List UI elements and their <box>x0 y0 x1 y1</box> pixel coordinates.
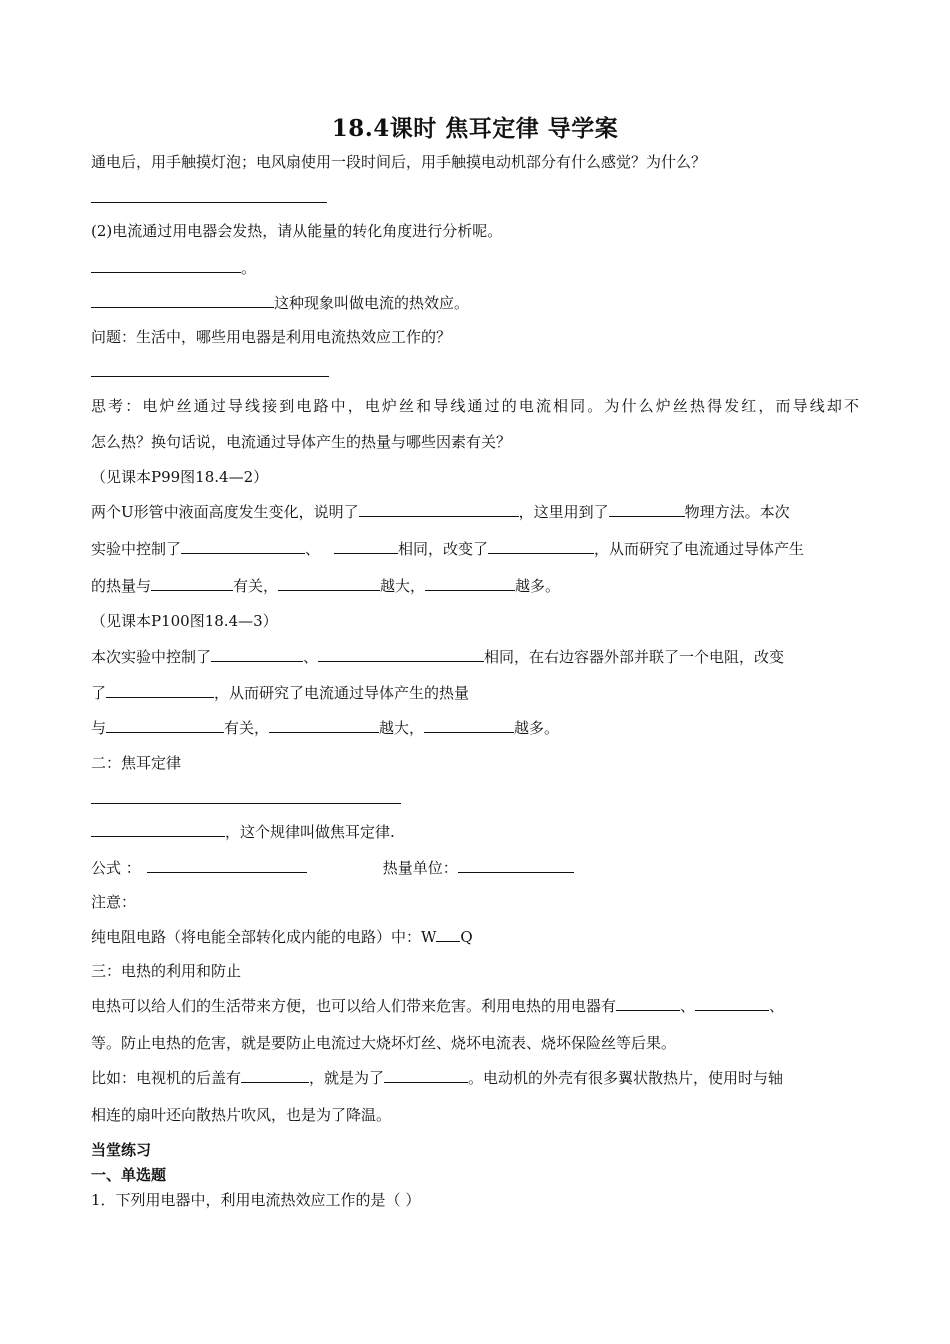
answer-blank <box>91 293 274 308</box>
practice-heading: 当堂练习 <box>91 1141 152 1159</box>
text: 相同，在右边容器外部并联了一个电阻，改变 <box>484 648 785 666</box>
text: ，这个规律叫做焦耳定律. <box>225 823 395 841</box>
answer-line <box>91 258 256 278</box>
text: 、 <box>303 648 319 666</box>
question-1: 通电后，用手触摸灯泡；电风扇使用一段时间后，用手触摸电动机部分有什么感觉？为什么？ <box>91 153 707 171</box>
text: ，从而研究了电流通过导体产生的热量 <box>214 684 470 702</box>
text: 了 <box>91 684 107 702</box>
text: 有关， <box>233 577 279 595</box>
text: 越大， <box>379 719 425 737</box>
text: 越大， <box>380 577 426 595</box>
text: 纯电阻电路（将电能全部转化成内能的电路）中：W <box>91 928 437 946</box>
section-2-heading: 二：焦耳定律 <box>91 754 182 772</box>
answer-blank <box>278 576 380 591</box>
answer-blank <box>91 376 329 377</box>
answer-blank <box>211 647 303 662</box>
text: 物理方法。本次 <box>684 503 790 521</box>
heat-use-line-1 <box>91 996 784 1016</box>
tv-line-2: 相连的扇叶还向散热片吹风，也是为了降温。 <box>91 1106 392 1124</box>
heat-effect-text: 这种现象叫做电流的热效应。 <box>274 294 470 312</box>
answer-blank <box>318 647 484 662</box>
answer-blank <box>334 539 398 554</box>
text: ，从而研究了电流通过导体产生 <box>594 540 805 558</box>
textbook-ref-1: （见课本P99图18.4—2） <box>91 468 269 486</box>
experiment-1-line-3 <box>91 576 560 596</box>
answer-blank <box>106 718 224 733</box>
answer-blank <box>488 539 594 554</box>
answer-blank <box>151 576 233 591</box>
experiment-1-line-2 <box>91 539 804 559</box>
answer-blank <box>609 502 685 517</box>
unit-blank <box>458 858 574 873</box>
answer-blank <box>359 502 519 517</box>
text: 相同，改变了 <box>398 540 489 558</box>
page-title: 18.4课时 焦耳定律 导学案 <box>331 115 619 142</box>
answer-blank <box>91 258 241 273</box>
think-line-1: 思考：电炉丝通过导线接到电路中，电炉丝和导线通过的电流相同。为什么炉丝热得发红，而导线却不 <box>91 397 859 415</box>
experiment-2-line-2 <box>91 683 469 703</box>
pure-resistor-line <box>91 927 473 947</box>
formula-blank <box>147 858 307 873</box>
text: ，这里用到了 <box>518 503 609 521</box>
text: 、 <box>305 540 321 558</box>
question-2: (2)电流通过用电器会发热，请从能量的转化角度进行分析呢。 <box>91 222 503 240</box>
text: 、 <box>769 997 785 1015</box>
answer-blank <box>241 1068 309 1083</box>
text: 有关， <box>224 719 270 737</box>
textbook-ref-2: （见课本P100图18.4—3） <box>91 612 278 630</box>
answer-blank <box>91 822 225 837</box>
text: 电热可以给人们的生活带来方便，也可以给人们带来危害。利用电热的用电器有 <box>91 997 617 1015</box>
answer-blank <box>436 927 460 942</box>
answer-blank <box>695 996 769 1011</box>
formula-line <box>91 858 574 878</box>
note-label: 注意： <box>91 893 137 911</box>
section-3-heading: 三：电热的利用和防止 <box>91 962 242 980</box>
answer-blank <box>91 803 401 804</box>
answer-blank <box>424 718 514 733</box>
unit-label: 热量单位： <box>382 859 458 877</box>
text: 、 <box>680 997 696 1015</box>
think-line-2: 怎么热？换句话说，电流通过导体产生的热量与哪些因素有关？ <box>91 433 512 451</box>
formula-label: 公式 ： <box>91 859 141 877</box>
joule-law-line <box>91 822 395 842</box>
answer-blank <box>181 539 305 554</box>
answer-blank <box>106 683 214 698</box>
answer-blank <box>616 996 680 1011</box>
text: 的热量与 <box>91 577 152 595</box>
heat-effect-line <box>91 293 469 313</box>
experiment-2-line-1 <box>91 647 784 667</box>
question-item-1: 1．下列用电器中，利用电流热效应工作的是（ ） <box>91 1191 421 1209</box>
answer-blank <box>91 202 327 203</box>
answer-blank <box>384 1068 468 1083</box>
text: 两个U形管中液面高度发生变化，说明了 <box>91 503 359 521</box>
question-usage: 问题：生活中，哪些用电器是利用电流热效应工作的？ <box>91 328 452 346</box>
answer-blank <box>425 576 515 591</box>
text: 比如：电视机的后盖有 <box>91 1069 242 1087</box>
text: 本次实验中控制了 <box>91 648 212 666</box>
period: 。 <box>241 259 257 277</box>
text: 与 <box>91 719 107 737</box>
heat-use-line-2: 等。防止电热的危害，就是要防止电流过大烧坏灯丝、烧坏电流表、烧坏保险丝等后果。 <box>91 1034 677 1052</box>
text: Q <box>460 928 473 946</box>
experiment-2-line-3 <box>91 718 559 738</box>
answer-blank <box>269 718 379 733</box>
experiment-1-line-1 <box>91 502 790 522</box>
text: 实验中控制了 <box>91 540 182 558</box>
text: 越多。 <box>515 577 561 595</box>
text: 越多。 <box>514 719 560 737</box>
text: 。电动机的外壳有很多翼状散热片，使用时与轴 <box>468 1069 784 1087</box>
text: ，就是为了 <box>309 1069 385 1087</box>
tv-line-1 <box>91 1068 783 1088</box>
single-choice-heading: 一、单选题 <box>91 1166 167 1184</box>
